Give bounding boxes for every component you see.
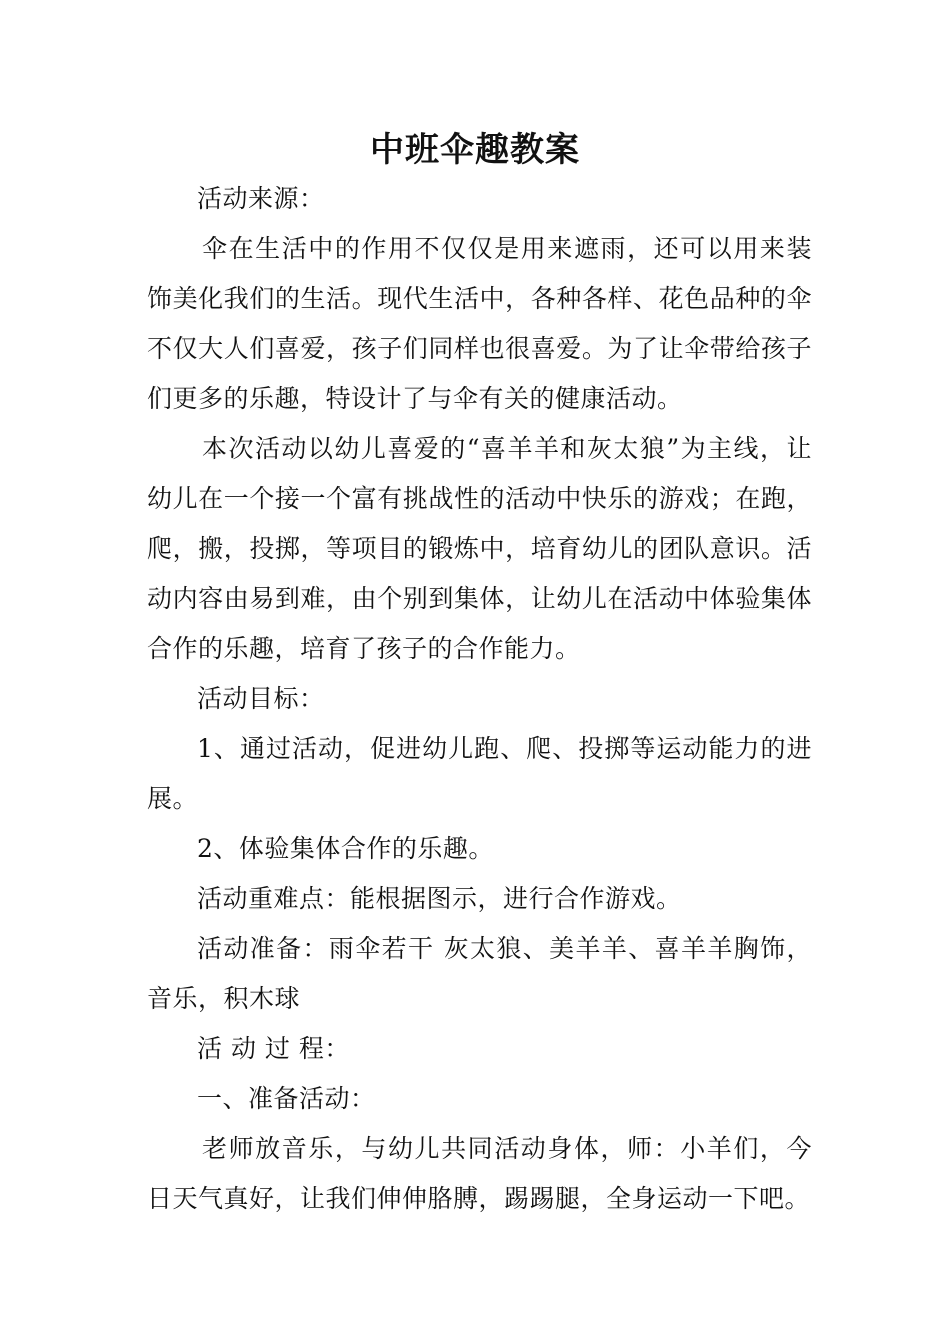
section-heading-source: 活动来源：	[197, 184, 325, 213]
key-points: 活动重难点：能根据图示，进行合作游戏。	[197, 884, 682, 913]
step-heading-1: 一、准备活动：	[197, 1084, 376, 1113]
document-body	[147, 174, 812, 1224]
document-title: 中班伞趣教案	[370, 130, 580, 170]
section-heading-process: 活 动 过 程：	[197, 1034, 350, 1063]
section-heading-goals: 活动目标：	[197, 684, 325, 713]
goal-item-2: 2、体验集体合作的乐趣。	[197, 834, 494, 863]
preparation: 活动准备：雨伞若干 灰太狼、美羊羊、喜羊羊胸饰，音乐，积木球	[147, 934, 812, 1013]
paragraph-source-2: 本次活动以幼儿喜爱的“喜羊羊和灰太狼”为主线，让幼儿在一个接一个富有挑战性的活动中快乐的游戏；在跑，爬，搬，投掷，等项目的锻炼中，培育幼儿的团队意识。活动内容由易到难，由个别到集体，让幼儿在活动中体验集体合作的乐趣，培育了孩子的合作能力。	[147, 434, 812, 663]
paragraph-source-1: 伞在生活中的作用不仅仅是用来遮雨，还可以用来装饰美化我们的生活。现代生活中，各种各样、花色品种的伞不仅大人们喜爱，孩子们同样也很喜爱。为了让伞带给孩子们更多的乐趣，特设计了与伞有关的健康活动。	[147, 234, 812, 413]
step-paragraph-1: 老师放音乐，与幼儿共同活动身体，师：小羊们，今日天气真好，让我们伸伸胳膊，踢踢腿，全身运动一下吧。	[147, 1134, 812, 1213]
goal-item-1: 1、通过活动，促进幼儿跑、爬、投掷等运动能力的进展。	[147, 734, 812, 813]
